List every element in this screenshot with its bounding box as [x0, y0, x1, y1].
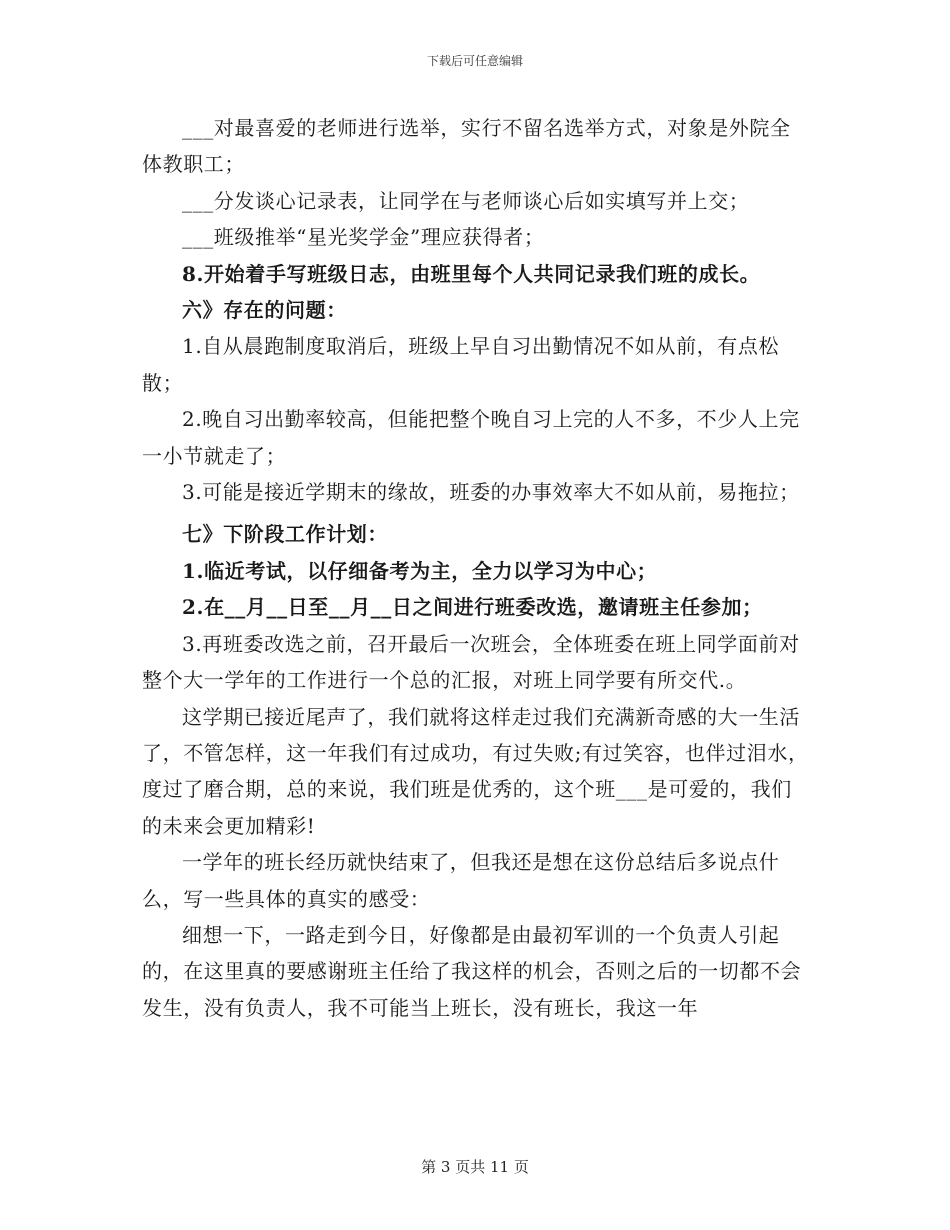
paragraph: 3.可能是接近学期末的缘故，班委的办事效率大不如从前，易拖拉；: [182, 480, 800, 505]
paragraph: 2.在__月__日至__月__日之间进行班委改选，邀请班主任参加；: [182, 595, 763, 620]
paragraph: ___对最喜爱的老师进行选举，实行不留名选举方式，对象是外院全体教职工；: [142, 116, 791, 177]
paragraph: 1.自从晨跑制度取消后，班级上早自习出勤情况不如从前，有点松散；: [142, 334, 780, 395]
paragraph: 一学年的班长经历就快结束了，但我还是想在这份总结后多说点什么，写一些具体的真实的感受：: [142, 850, 780, 911]
paragraph: 细想一下，一路走到今日，好像都是由最初军训的一个负责人引起的，在这里真的要感谢班主任给了我这样的机会，否则之后的一切都不会发生，没有负责人，我不可能当上班长，没有班长，我这一年: [142, 922, 802, 1020]
paragraph: ___班级推举“星光奖学金”理应获得者；: [182, 225, 545, 250]
section-heading: 七》下阶段工作计划：: [182, 522, 388, 547]
paragraph: 3.再班委改选之前，召开最后一次班会，全体班委在班上同学面前对整个大一学年的工作进行一个总的汇报，对班上同学要有所交代.。: [142, 631, 800, 693]
document-body: [142, 110, 810, 1026]
paragraph: ___分发谈心记录表，让同学在与老师谈心后如实填写并上交；: [182, 188, 750, 213]
paragraph: 这学期已接近尾声了，我们就将这样走过我们充满新奇感的大一生活了，不管怎样，这一年我们有过成功，有过失败;有过笑容，也伴过泪水，度过了磨合期，总的来说，我们班是优秀的，这个班___是可爱的，我们的未来会更加精彩!: [142, 704, 809, 838]
page-header: 下载后可任意编辑: [426, 54, 523, 68]
section-heading: 六》存在的问题：: [182, 298, 347, 323]
paragraph: 8.开始着手写班级日志，由班里每个人共同记录我们班的成长。: [182, 261, 761, 286]
paragraph: 1.临近考试，以仔细备考为主，全力以学习为中心；: [182, 558, 658, 583]
page-footer: 第 3 页共 11 页: [421, 1158, 529, 1176]
paragraph: 2.晚自习出勤率较高，但能把整个晚自习上完的人不多，不少人上完一小节就走了；: [142, 407, 800, 468]
